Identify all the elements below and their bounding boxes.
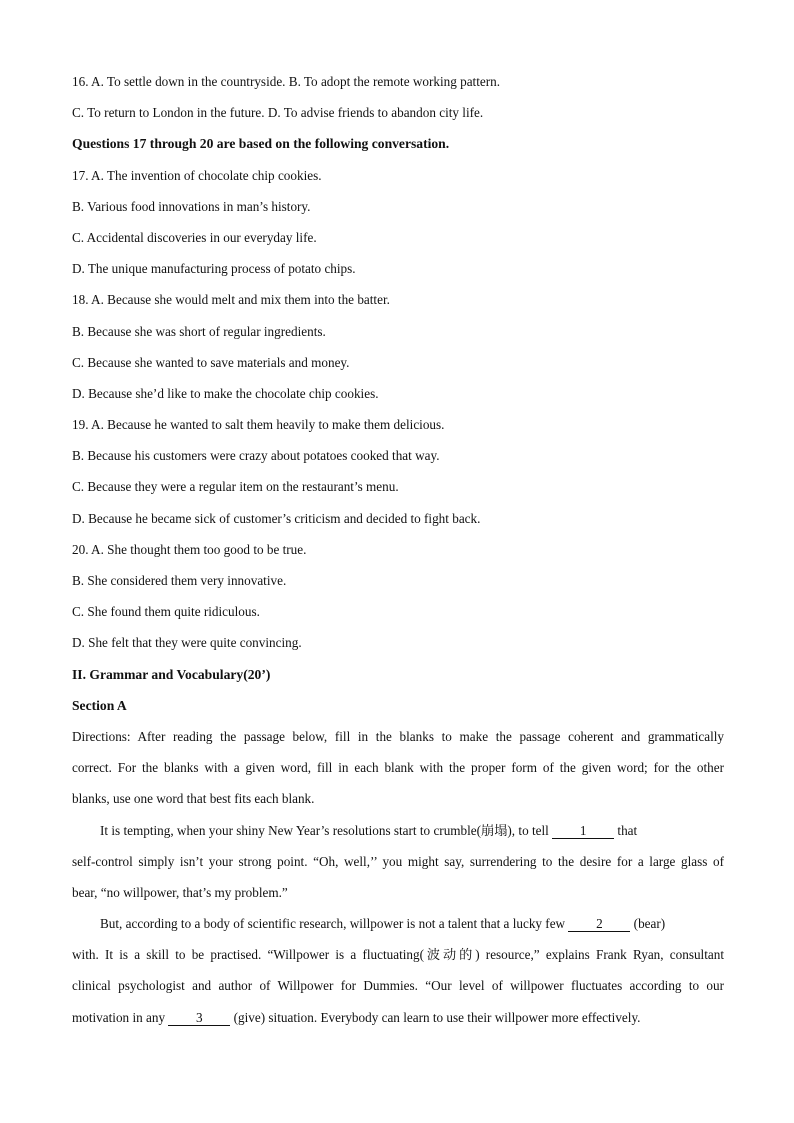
directions-line-3: blanks, use one word that best fits each blank. <box>72 791 315 807</box>
passage-p2-line-3: clinical psychologist and author of Willpower for Dummies. “Our level of willpower fluctuates according to our <box>72 978 724 994</box>
q17-option-b: B. Various food innovations in man’s history. <box>72 198 311 214</box>
p1-text-after-blank: that <box>614 822 638 838</box>
section-a-heading: Section A <box>72 697 127 713</box>
q18-option-b: B. Because she was short of regular ingredients. <box>72 323 326 339</box>
p1-text-before-blank: It is tempting, when your shiny New Year’s resolutions start to crumble(崩塌), to tell <box>100 822 553 838</box>
p2-text-after-blank: (bear) <box>630 916 666 932</box>
q16-line-1: 16. A. To settle down in the countryside. B. To adopt the remote working pattern. <box>72 74 501 89</box>
passage-p2-line-1 <box>72 908 724 939</box>
conversation-heading: Questions 17 through 20 are based on the following conversation. <box>72 136 450 152</box>
directions-line-1: Directions: After reading the passage below, fill in the blanks to make the passage coherent and grammatically <box>72 728 724 744</box>
p2-text-after-blank-3: (give) situation. Everybody can learn to use their willpower more effectively. <box>230 1009 641 1025</box>
p2-text-before-blank-3: motivation in any <box>72 1009 169 1025</box>
q18-option-a: 18. A. Because she would melt and mix them into the batter. <box>72 292 390 308</box>
passage-p2-line-2: with. It is a skill to be practised. “Willpower is a fluctuating(波动的) resource,” explains Frank Ryan, consultant <box>72 947 724 963</box>
q20-option-c: C. She found them quite ridiculous. <box>72 604 260 620</box>
passage-p1-line-3: bear, “no willpower, that’s my problem.” <box>72 884 288 900</box>
blank-3[interactable]: 3 <box>168 1011 230 1026</box>
q20-option-d: D. She felt that they were quite convincing. <box>72 635 302 651</box>
page-content <box>72 66 724 1033</box>
passage-p1-line-2: self-control simply isn’t your strong point. “Oh, well,’’ you might say, surrendering to the desire for a large glass of <box>72 853 724 869</box>
q19-option-c: C. Because they were a regular item on the restaurant’s menu. <box>72 479 399 495</box>
passage-p1-line-1 <box>72 815 724 846</box>
q18-option-d: D. Because she’d like to make the chocolate chip cookies. <box>72 385 379 401</box>
blank-1[interactable]: 1 <box>552 824 614 839</box>
passage-p2-line-4 <box>72 1002 724 1033</box>
directions-line-2: correct. For the blanks with a given word, fill in each blank with the proper form of the given word; for the other <box>72 760 724 776</box>
q17-option-a: 17. A. The invention of chocolate chip cookies. <box>72 167 322 183</box>
p2-text-before-blank: But, according to a body of scientific research, willpower is not a talent that a lucky few <box>100 916 569 932</box>
q20-option-b: B. She considered them very innovative. <box>72 573 287 588</box>
q19-option-d: D. Because he became sick of customer’s criticism and decided to fight back. <box>72 510 481 526</box>
q16-line-2: C. To return to London in the future. D. To advise friends to abandon city life. <box>72 105 484 121</box>
q19-option-b: B. Because his customers were crazy about potatoes cooked that way. <box>72 448 440 464</box>
q17-option-c: C. Accidental discoveries in our everyday life. <box>72 229 317 245</box>
q19-option-a: 19. A. Because he wanted to salt them heavily to make them delicious. <box>72 417 445 433</box>
q18-option-c: C. Because she wanted to save materials and money. <box>72 354 350 370</box>
q20-option-a: 20. A. She thought them too good to be true. <box>72 541 307 557</box>
part-two-heading: II. Grammar and Vocabulary(20’) <box>72 666 271 682</box>
blank-2[interactable]: 2 <box>568 917 630 932</box>
q17-option-d: D. The unique manufacturing process of potato chips. <box>72 261 356 277</box>
